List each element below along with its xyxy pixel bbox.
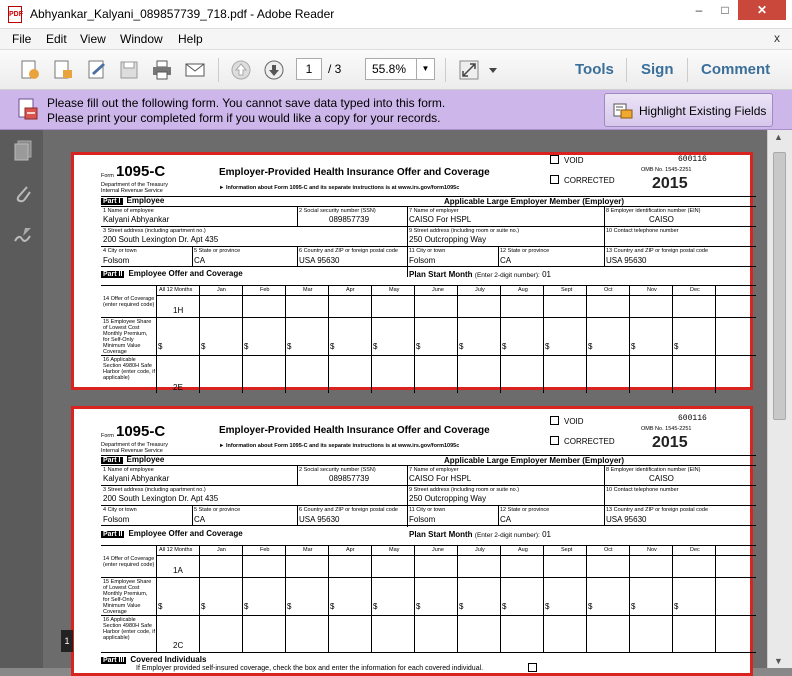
print-icon[interactable] xyxy=(150,58,174,82)
next-page-icon[interactable] xyxy=(262,58,286,82)
scroll-up-icon[interactable]: ▲ xyxy=(774,132,783,142)
zip-value[interactable]: USA 95630 xyxy=(299,256,340,265)
corrected-label: CORRECTED xyxy=(564,437,615,446)
ssn-value[interactable]: 089857739 xyxy=(329,474,370,483)
code-14-all[interactable]: 1H xyxy=(173,306,184,315)
zip-value[interactable]: USA 95630 xyxy=(299,515,340,524)
highlight-fields-label: Highlight Existing Fields xyxy=(639,104,767,118)
zoom-select[interactable] xyxy=(365,58,435,80)
form-label: Form xyxy=(101,433,114,439)
form-year: 2015 xyxy=(652,434,688,451)
sign-edit-icon[interactable] xyxy=(85,58,109,82)
void-checkbox[interactable] xyxy=(550,416,559,425)
street-value[interactable]: 200 South Lexington Dr. Apt 435 xyxy=(103,494,219,503)
window-title: Abhyankar_Kalyani_089857739_718.pdf - Adobe Reader xyxy=(30,7,335,21)
title-bar xyxy=(0,0,792,29)
form-fields-icon xyxy=(18,98,38,120)
menu-view[interactable]: View xyxy=(80,32,106,46)
field-7-label: 7 Name of employer xyxy=(409,467,459,473)
chevron-down-icon[interactable]: ▼ xyxy=(416,59,434,79)
previous-page-icon[interactable] xyxy=(229,58,253,82)
state-value[interactable]: CA xyxy=(194,515,206,524)
scroll-down-icon[interactable]: ▼ xyxy=(774,656,783,666)
employer-name[interactable]: CAISO For HSPL xyxy=(409,215,472,224)
plan-start: Plan Start Month (Enter 2-digit number): 01 xyxy=(409,270,551,279)
document-view[interactable] xyxy=(43,130,767,672)
state-value[interactable]: CA xyxy=(194,256,206,265)
menu-edit[interactable]: Edit xyxy=(46,32,67,46)
page-number-input[interactable]: 1 xyxy=(296,58,322,80)
month-grid-2: 14 Offer of Coverage (enter required code) 15 Employee Share of Lowest Cost Monthly Premium, for Self-Only Minimum Value Coverage 16 Applicable Section 4980H Safe Harbor (enter code, if applicable) 1A 2C All 12 Months Jan Feb Mar Apr May June July Aug Sept Oct Nov Dec $ $ $ $ $ $ $ $ $ $ $ $ $ xyxy=(101,545,756,653)
field-13-label: 13 Country and ZIP or foreign postal code xyxy=(606,248,709,254)
irs-label: Internal Revenue Service xyxy=(101,188,163,194)
field-7-label: 7 Name of employer xyxy=(409,208,459,214)
sign-button[interactable]: Sign xyxy=(641,61,674,78)
row-14-label: 14 Offer of Coverage (enter required code) xyxy=(103,556,155,568)
close-button[interactable]: ✕ xyxy=(738,0,786,20)
employer-state[interactable]: CA xyxy=(500,515,512,524)
toolbar xyxy=(0,50,792,90)
form-message xyxy=(47,96,445,126)
field-4-label: 4 City or town xyxy=(103,507,137,513)
code-14-all[interactable]: 1A xyxy=(173,566,183,575)
navigation-panel xyxy=(0,130,43,668)
field-9-label: 9 Street address (including room or suite no.) xyxy=(409,228,520,234)
email-icon[interactable] xyxy=(183,58,207,82)
zoom-value: 55.8% xyxy=(372,62,407,76)
field-5-label: 5 State or province xyxy=(194,248,241,254)
menu-window[interactable]: Window xyxy=(120,32,163,46)
form-title: Employer-Provided Health Insurance Offer and Coverage xyxy=(219,167,490,178)
menu-help[interactable]: Help xyxy=(178,32,203,46)
document-close-icon[interactable]: x xyxy=(774,31,780,45)
ssn-value[interactable]: 089857739 xyxy=(329,215,370,224)
street-value[interactable]: 200 South Lexington Dr. Apt 435 xyxy=(103,235,219,244)
part3-text: If Employer provided self-insured coverage, check the box and enter the information for each covered individual. xyxy=(136,665,484,672)
highlight-fields-icon xyxy=(613,102,633,120)
form-code: 600116 xyxy=(678,414,707,423)
signatures-icon[interactable] xyxy=(13,224,33,246)
tools-button[interactable]: Tools xyxy=(575,61,614,78)
part3-header: Part III Covered Individuals xyxy=(103,655,207,664)
field-2-label: 2 Social security number (SSN) xyxy=(299,208,376,214)
city-value[interactable]: Folsom xyxy=(103,256,130,265)
field-3-label: 3 Street address (including apartment no.) xyxy=(103,228,206,234)
form-code: 600116 xyxy=(678,155,707,164)
void-checkbox[interactable] xyxy=(550,155,559,164)
page-thumbnails-icon[interactable] xyxy=(13,140,33,162)
form-info: ► Information about Form 1095-C and its separate instructions is at www.irs.gov/form1095c xyxy=(219,185,460,191)
maximize-button[interactable]: □ xyxy=(721,3,729,17)
edit-pdf-icon[interactable] xyxy=(51,58,75,82)
minimize-button[interactable]: – xyxy=(695,3,703,17)
dept-label: Department of the Treasury xyxy=(101,442,168,448)
part1-header: Part I Employee xyxy=(103,455,165,464)
employer-heading: Applicable Large Employer Member (Employer) xyxy=(444,456,625,465)
employer-street[interactable]: 250 Outcropping Way xyxy=(409,494,487,503)
irs-label: Internal Revenue Service xyxy=(101,448,163,454)
form-message-line2: Please print your completed form if you would like a copy for your records. xyxy=(47,111,441,125)
form-message-bar xyxy=(0,90,792,130)
form-number: 1095-C xyxy=(116,163,166,180)
toolbar-options-icon[interactable] xyxy=(487,58,499,82)
vertical-scrollbar[interactable] xyxy=(767,130,792,668)
form-title: Employer-Provided Health Insurance Offer and Coverage xyxy=(219,425,490,436)
field-12-label: 12 State or province xyxy=(500,248,550,254)
field-5-label: 5 State or province xyxy=(194,507,241,513)
menu-file[interactable]: File xyxy=(12,32,32,46)
save-icon[interactable] xyxy=(117,58,141,82)
pdf-file-icon: PDF xyxy=(8,6,22,23)
employer-street[interactable]: 250 Outcropping Way xyxy=(409,235,487,244)
field-1-label: 1 Name of employee xyxy=(103,208,154,214)
field-6-label: 6 Country and ZIP or foreign postal code xyxy=(299,248,398,254)
scroll-thumb[interactable] xyxy=(773,152,786,420)
employer-heading: Applicable Large Employer Member (Employer) xyxy=(444,197,625,206)
self-insured-checkbox[interactable] xyxy=(528,663,537,672)
create-pdf-icon[interactable] xyxy=(18,58,42,82)
attachments-icon[interactable] xyxy=(13,182,33,204)
corrected-checkbox[interactable] xyxy=(550,175,559,184)
row-16-label: 16 Applicable Section 4980H Safe Harbor (enter code, if applicable) xyxy=(103,617,155,641)
corrected-checkbox[interactable] xyxy=(550,436,559,445)
employer-zip[interactable]: USA 95630 xyxy=(606,515,647,524)
employee-name[interactable]: Kalyani Abhyankar xyxy=(103,215,170,224)
field-12-label: 12 State or province xyxy=(500,507,550,513)
ein-value[interactable]: CAISO xyxy=(649,474,674,483)
field-9-label: 9 Street address (including room or suite no.) xyxy=(409,487,520,493)
field-11-label: 11 City or town xyxy=(409,248,446,254)
field-1-label: 1 Name of employee xyxy=(103,467,154,473)
page-total: / 3 xyxy=(328,62,342,76)
row-14-label: 14 Offer of Coverage (enter required code) xyxy=(103,296,155,308)
menu-bar xyxy=(0,29,792,50)
form-year: 2015 xyxy=(652,175,688,192)
employer-city[interactable]: Folsom xyxy=(409,256,436,265)
highlight-fields-button[interactable] xyxy=(604,93,773,127)
field-13-label: 13 Country and ZIP or foreign postal code xyxy=(606,507,709,513)
row-15-label: 15 Employee Share of Lowest Cost Monthly Premium, for Self-Only Minimum Value Coverage xyxy=(103,579,152,615)
omb-number: OMB No. 1545-2251 xyxy=(641,167,692,173)
plan-start: Plan Start Month (Enter 2-digit number): 01 xyxy=(409,530,551,539)
comment-button[interactable]: Comment xyxy=(701,61,771,78)
form-number: 1095-C xyxy=(116,423,166,440)
month-grid-1: 14 Offer of Coverage (enter required code) 15 Employee Share of Lowest Cost Monthly Premium, for Self-Only Minimum Value Coverage 16 Applicable Section 4980H Safe Harbor (enter code, if applicable) 1H 2E All 12 Months Jan Feb Mar Apr May June July Aug Sept Oct Nov Dec $ $ $ $ $ $ $ $ $ $ $ $ $ xyxy=(101,285,756,393)
part2-header: Part II Employee Offer and Coverage xyxy=(103,269,243,278)
employer-city[interactable]: Folsom xyxy=(409,515,436,524)
dept-label: Department of the Treasury xyxy=(101,182,168,188)
page-number-tab: 1 xyxy=(61,630,73,652)
field-4-label: 4 City or town xyxy=(103,248,137,254)
ein-value[interactable]: CAISO xyxy=(649,215,674,224)
row-15-label: 15 Employee Share of Lowest Cost Monthly Premium, for Self-Only Minimum Value Coverage xyxy=(103,319,152,355)
code-16-all[interactable]: 2E xyxy=(173,383,183,392)
pdf-page-1 xyxy=(71,152,753,390)
form-info: ► Information about Form 1095-C and its separate instructions is at www.irs.gov/form1095c xyxy=(219,443,460,449)
pdf-page-2 xyxy=(71,406,753,676)
void-label: VOID xyxy=(564,417,584,426)
form-message-line1: Please fill out the following form. You cannot save data typed into this form. xyxy=(47,96,446,110)
fullscreen-icon[interactable] xyxy=(457,58,481,82)
field-11-label: 11 City or town xyxy=(409,507,446,513)
field-2-label: 2 Social security number (SSN) xyxy=(299,467,376,473)
code-16-all[interactable]: 2C xyxy=(173,641,184,650)
employer-name[interactable]: CAISO For HSPL xyxy=(409,474,472,483)
omb-number: OMB No. 1545-2251 xyxy=(641,426,692,432)
row-16-label: 16 Applicable Section 4980H Safe Harbor (enter code, if applicable) xyxy=(103,357,155,381)
field-8-label: 8 Employer identification number (EIN) xyxy=(606,467,701,473)
part2-header: Part II Employee Offer and Coverage xyxy=(103,529,243,538)
employee-name[interactable]: Kalyani Abhyankar xyxy=(103,474,170,483)
employer-zip[interactable]: USA 95630 xyxy=(606,256,647,265)
field-10-label: 10 Contact telephone number xyxy=(606,487,679,493)
field-8-label: 8 Employer identification number (EIN) xyxy=(606,208,701,214)
field-3-label: 3 Street address (including apartment no.) xyxy=(103,487,206,493)
field-6-label: 6 Country and ZIP or foreign postal code xyxy=(299,507,398,513)
void-label: VOID xyxy=(564,156,584,165)
form-label: Form xyxy=(101,173,114,179)
city-value[interactable]: Folsom xyxy=(103,515,130,524)
corrected-label: CORRECTED xyxy=(564,176,615,185)
employer-state[interactable]: CA xyxy=(500,256,512,265)
part1-header: Part I Employee xyxy=(103,196,165,205)
field-10-label: 10 Contact telephone number xyxy=(606,228,679,234)
